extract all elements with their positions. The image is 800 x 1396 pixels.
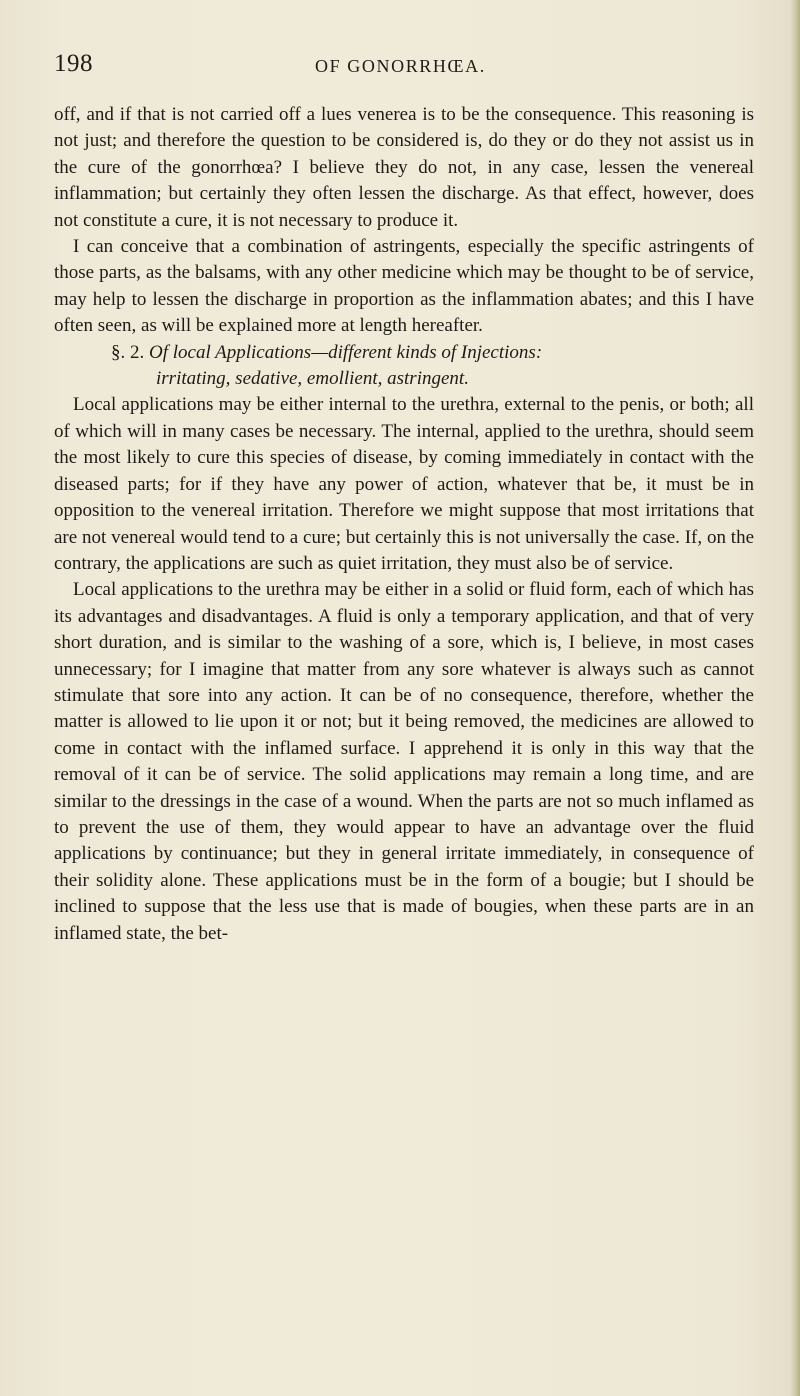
section-heading-line-1 (54, 340, 754, 366)
paragraph-2: I can conceive that a combination of astringents, especially the specific astringents of those parts, as the balsams, with any other medicine which may be thought to be of service, may help to lessen the discharge in proportion as the inflammation abates; and this I have often seen, as will be explained more at length hereafter. (54, 236, 754, 337)
section-heading (54, 340, 754, 393)
section-number: §. 2. (111, 341, 145, 363)
page-number: 198 (54, 50, 93, 77)
paragraph-3: Local applications may be either internal to the urethra, external to the penis, or both; all of which will in many cases be necessary. The internal, applied to the urethra, should seem the most likely to cure this species of disease, by coming immediately in contact with the diseased parts; for if they have any power of action, whatever that be, it must be in opposition to the venereal irritation. Therefore we might suppose that most irritations that are not venereal would tend to a cure; but certainly this is not universally the case. If, on the contrary, the applications are such as quiet irritation, they must also be of service. (54, 394, 754, 574)
paragraph-1: off, and if that is not carried off a lues venerea is to be the consequence. This reasoning is not just; and therefore the question to be considered is, do they or do they not assist us in the cure of the gonorrhœa? I believe they do not, in any case, lessen the venereal inflammation; but certainly they often lessen the discharge. As that effect, however, does not constitute a cure, it is not necessary to produce it. (54, 104, 754, 231)
section-title-line-1: Of local Applications—different kinds of Injections: (149, 341, 543, 363)
running-head: OF GONORRHŒA. (315, 56, 486, 76)
section-heading-line-2 (54, 366, 754, 392)
section-title-line-2: irritating, sedative, emollient, astringent. (156, 368, 469, 390)
page-header (54, 50, 754, 90)
body-text (54, 102, 754, 947)
paragraph-4: Local applications to the urethra may be either in a solid or fluid form, each of which has its advantages and disadvantages. A fluid is only a temporary application, and that of very short duration, and is similar to the washing of a sore, which is, I believe, in most cases unnecessary; for I imagine that matter from any sore whatever is always such as cannot stimulate that sore into any action. It can be of no consequence, therefore, whether the matter is allowed to lie upon it or not; but it being removed, the medicines are allowed to come in contact with the inflamed surface. I apprehend it is only in this way that the removal of it can be of service. The solid applications may remain a long time, and are similar to the dressings in the case of a wound. When the parts are not so much inflamed as to prevent the use of them, they would appear to have an advantage over the fluid applications by continuance; but they in general irritate immediately, in consequence of their solidity alone. These applications must be in the form of a bougie; but I should be inclined to suppose that the less use that is made of bougies, when these parts are in an inflamed state, the bet- (54, 579, 754, 944)
page-edge (790, 0, 800, 1396)
